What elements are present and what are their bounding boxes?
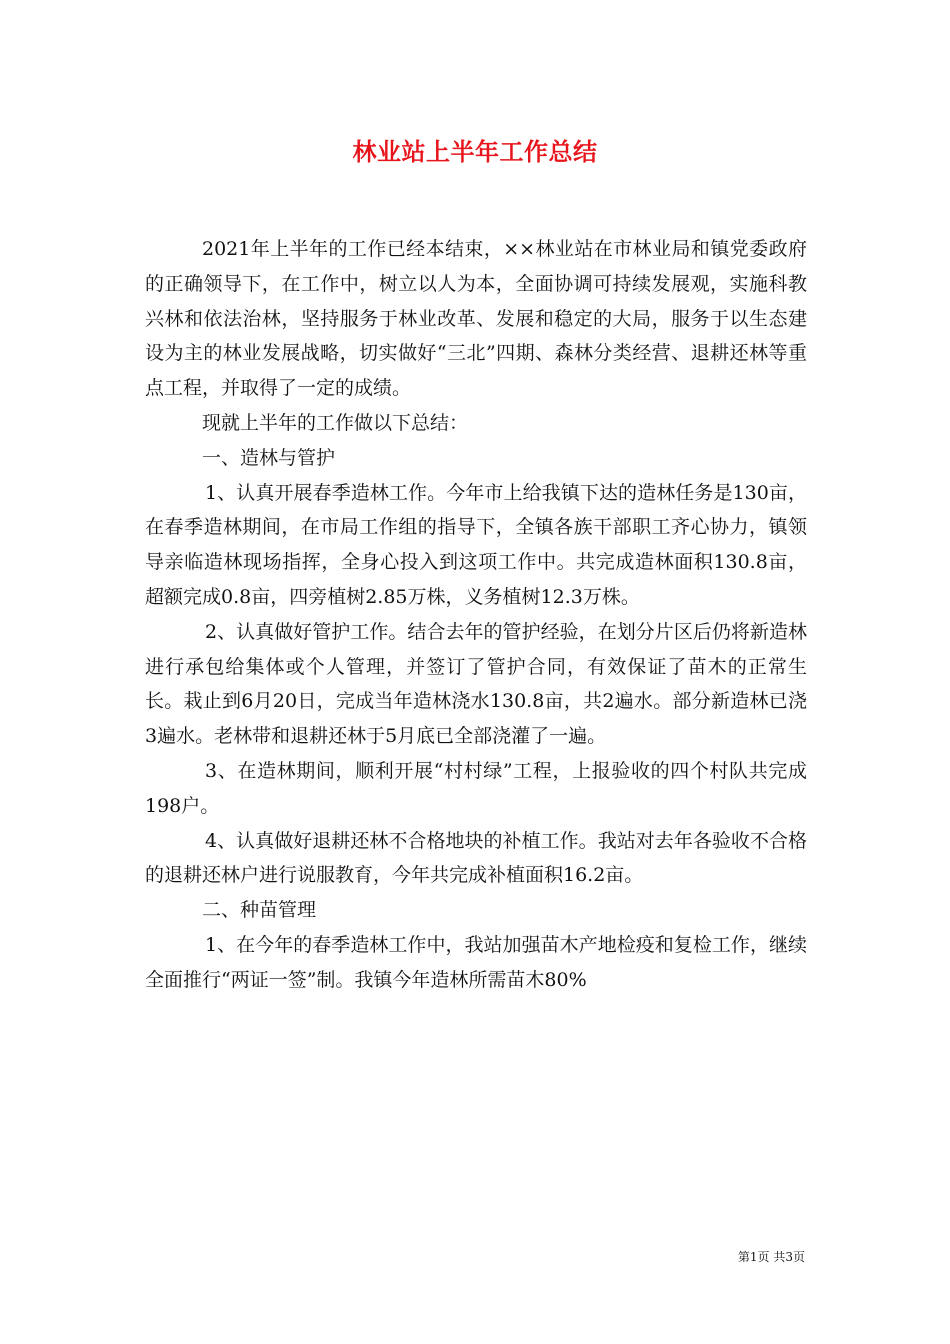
paragraph-summary-lead: 现就上半年的工作做以下总结： (202, 411, 469, 434)
paragraph-item-2: 2、认真做好管护工作。结合去年的管护经验，在划分片区后仍将新造林进行承包给集体或个人管理，并签订了管护合同，有效保证了苗木的正常生长。栽止到6月20日，完成当年造林浇水130.8亩，共2遍水。部分新造林已浇3遍水。老林带和退耕还林于5月底已全部浇灌了一遍。 (145, 620, 807, 748)
paragraph-item-3: 3、在造林期间，顺利开展“村村绿”工程，上报验收的四个村队共完成198户。 (145, 759, 807, 817)
paragraph-seedling-item-1: 1、在今年的春季造林工作中，我站加强苗木产地检疫和复检工作，继续全面推行“两证一签”制。我镇今年造林所需苗木80% (145, 933, 807, 991)
page-number-footer: 第1页 共3页 (737, 1250, 805, 1264)
document-title: 林业站上半年工作总结 (352, 138, 598, 166)
paragraph-item-4: 4、认真做好退耕还林不合格地块的补植工作。我站对去年各验收不合格的退耕还林户进行说服教育，今年共完成补植面积16.2亩。 (145, 829, 807, 887)
section-heading-afforestation: 一、造林与管护 (202, 446, 336, 469)
paragraph-intro: 2021年上半年的工作已经本结束，××林业站在市林业局和镇党委政府的正确领导下，在工作中，树立以人为本，全面协调可持续发展观，实施科教兴林和依法治林，坚持服务于林业改革、发展和稳定的大局，服务于以生态建设为主的林业发展战略，切实做好“三北”四期、森林分类经营、退耕还林等重点工程，并取得了一定的成绩。 (145, 238, 807, 400)
section-heading-seedlings: 二、种苗管理 (202, 899, 317, 922)
paragraph-item-1: 1、认真开展春季造林工作。今年市上给我镇下达的造林任务是130亩，在春季造林期间，在市局工作组的指导下，全镇各族干部职工齐心协力，镇领导亲临造林现场指挥，全身心投入到这项工作中。共完成造林面积130.8亩，超额完成0.8亩，四旁植树2.85万株，义务植树12.3万株。 (145, 481, 807, 608)
document-body (145, 232, 807, 998)
